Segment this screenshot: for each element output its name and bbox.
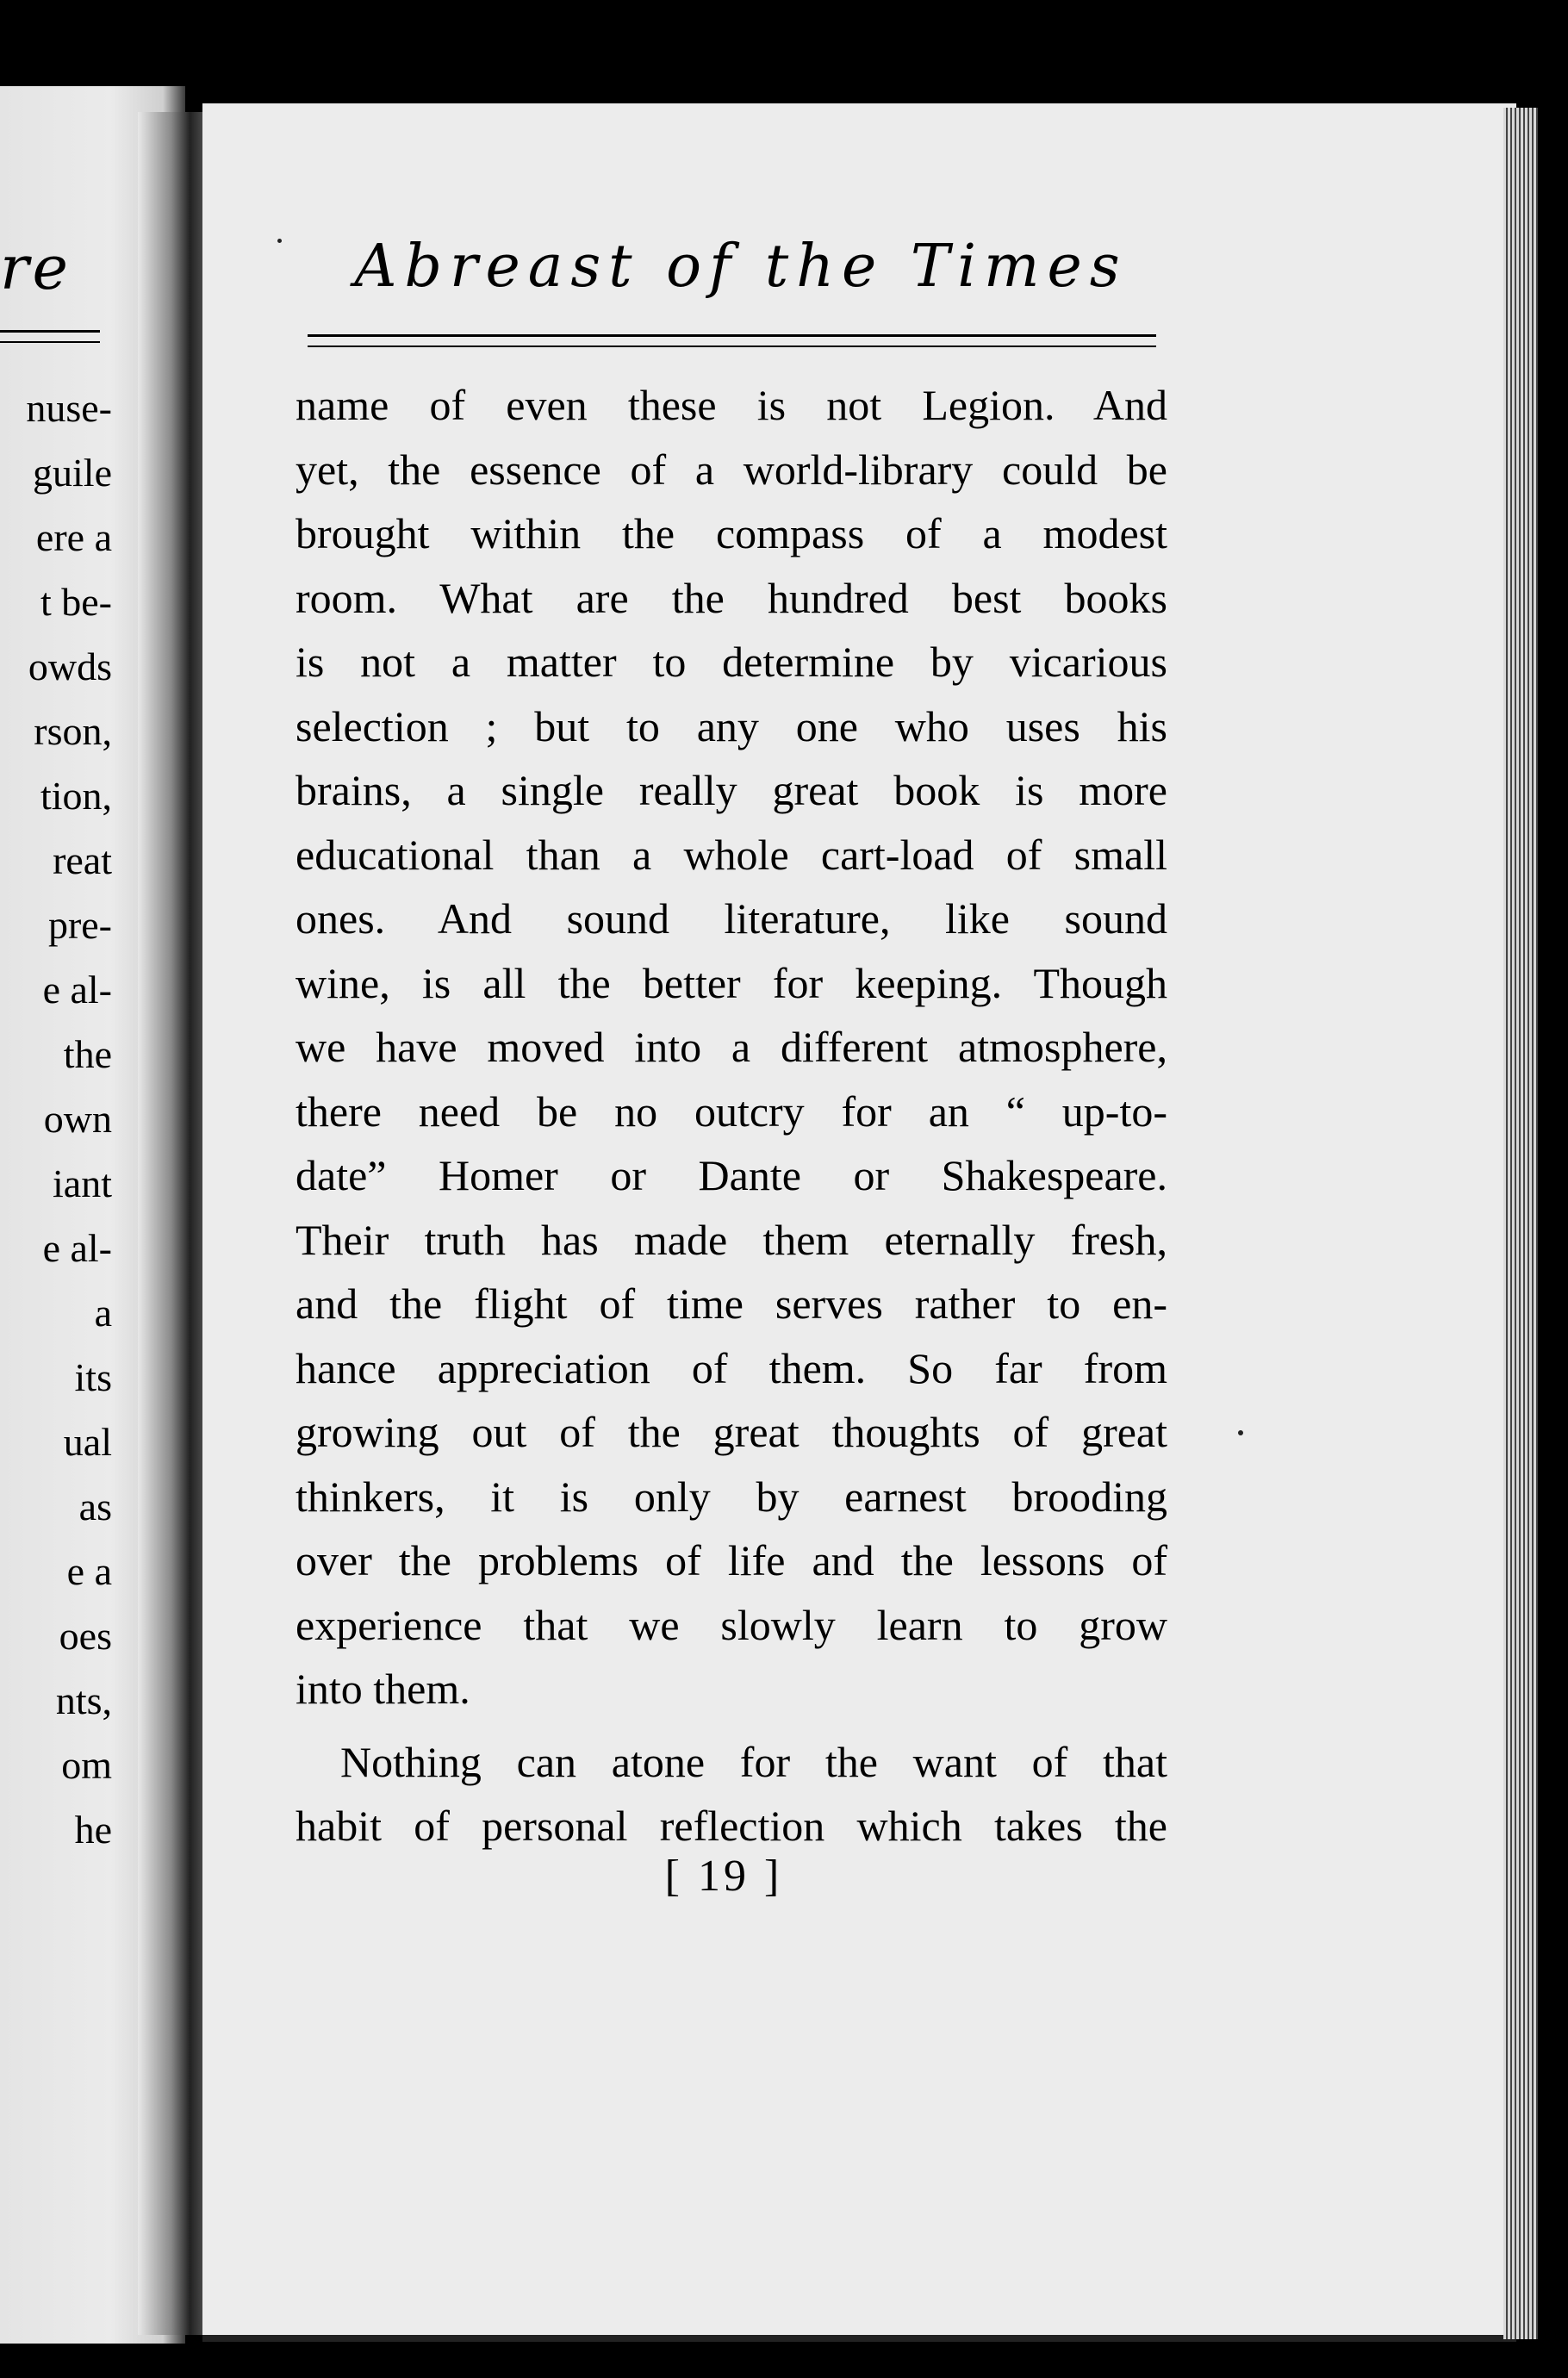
text-line: selection ; but to any one who uses his	[296, 701, 1167, 750]
previous-page-line: iant	[53, 1161, 112, 1205]
previous-page-line: its	[74, 1355, 112, 1399]
text-line: brains, a single really great book is more	[296, 766, 1167, 814]
previous-page-line: owds	[28, 644, 112, 688]
text-line: room. What are the hundred best books	[296, 573, 1167, 622]
previous-page-line: nts,	[55, 1678, 112, 1722]
text-line: into them.	[296, 1665, 470, 1713]
previous-page-line: om	[61, 1743, 112, 1787]
previous-page-running-head: re	[0, 233, 72, 303]
paragraph	[296, 373, 1167, 1721]
previous-page-head-rule	[0, 330, 100, 343]
text-line: wine, is all the better for keeping. Though	[296, 958, 1167, 1007]
paragraph	[296, 1730, 1167, 1858]
text-line: hance appreciation of them. So far from	[296, 1343, 1167, 1392]
running-head: Abreast of the Times	[354, 233, 1128, 301]
previous-page-line: the	[63, 1032, 112, 1076]
previous-page-line: tion,	[40, 774, 112, 818]
previous-page-line: e a	[66, 1549, 112, 1593]
text-line: brought within the compass of a modest	[296, 509, 1167, 557]
text-line: experience that we slowly learn to grow	[296, 1600, 1167, 1649]
text-line: thinkers, it is only by earnest brooding	[296, 1472, 1167, 1521]
previous-page-line: nuse-	[26, 386, 112, 430]
text-line: is not a matter to determine by vicarious	[296, 638, 1167, 686]
previous-page-line: oes	[59, 1614, 112, 1658]
previous-page-line: ere a	[35, 515, 112, 559]
speck	[1238, 1430, 1243, 1435]
previous-page-line: pre-	[47, 903, 112, 947]
running-head-rule	[308, 334, 1156, 347]
text-line: we have moved into a different atmosphere,	[296, 1023, 1167, 1071]
text-line: ones. And sound literature, like sound	[296, 894, 1167, 943]
text-line: there need be no outcry for an “ up-to-	[296, 1086, 1167, 1136]
previous-page-line: e al-	[42, 968, 112, 1012]
previous-page-line: rson,	[34, 709, 112, 753]
text-line: and the flight of time serves rather to en-	[296, 1279, 1167, 1328]
text-line: Nothing can atone for the want of that	[340, 1737, 1167, 1786]
text-line: date” Homer or Dante or Shakespeare.	[296, 1151, 1167, 1199]
previous-page-line: ual	[63, 1420, 112, 1464]
previous-page-text-fragments	[0, 376, 112, 1862]
previous-page-line: e al-	[42, 1226, 112, 1270]
previous-page-line: he	[74, 1808, 112, 1852]
text-line: growing out of the great thoughts of great	[296, 1408, 1167, 1456]
text-line: name of even these is not Legion. And	[296, 381, 1167, 429]
previous-page-line: own	[43, 1097, 112, 1141]
paragraph-spacing	[296, 1721, 1167, 1730]
text-line: Their truth has made them eternally fresh,	[296, 1215, 1167, 1264]
text-line: habit of personal reflection which takes the	[296, 1802, 1167, 1850]
page-number: [ 19 ]	[664, 1852, 783, 1901]
text-line: educational than a whole cart-load of small	[296, 830, 1167, 879]
previous-page-line: reat	[53, 838, 112, 882]
text-line: yet, the essence of a world-library could be	[296, 445, 1167, 494]
speck	[277, 239, 282, 243]
body-text	[296, 373, 1167, 1858]
previous-page-line: t be-	[40, 580, 112, 624]
previous-page-line: a	[94, 1291, 112, 1335]
previous-page-line: guile	[33, 451, 112, 495]
text-line: over the problems of life and the lessons of	[296, 1536, 1167, 1584]
page-edges	[1503, 108, 1538, 2339]
previous-page-line: as	[78, 1485, 112, 1528]
